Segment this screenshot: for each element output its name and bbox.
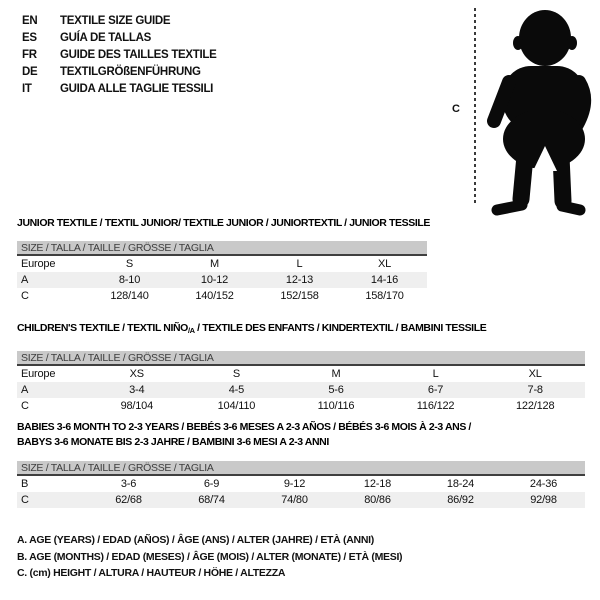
size-cell: 3-4 xyxy=(87,382,187,398)
size-cell: 140/152 xyxy=(195,290,234,302)
language-title: GUIDE DES TAILLES TEXTILE xyxy=(60,49,217,61)
size-cell: 14-16 xyxy=(342,272,427,288)
table-row xyxy=(17,492,585,508)
size-cell: 158/170 xyxy=(365,290,404,302)
note-height-cm: C. (cm) HEIGHT / ALTURA / HAUTEUR / HÖHE / ALTEZZA xyxy=(17,567,286,579)
size-cell: L xyxy=(296,258,303,270)
table-row xyxy=(17,256,427,272)
language-title: GUIDA ALLE TAGLIE TESSILI xyxy=(60,83,214,95)
note-age-months: B. AGE (MONTHS) / EDAD (MESES) / ÂGE (MOIS) / ALTER (MONATE) / ETÀ (MESI) xyxy=(17,550,403,563)
heading-line1: BABIES 3-6 MONTH TO 2-3 YEARS / BEBÉS 3-6 MESES A 2-3 AÑOS / BÉBÉS 3-6 MOIS À 2-3 ANS / xyxy=(17,421,471,433)
size-cell: 110/116 xyxy=(317,400,355,412)
size-cell: 68/74 xyxy=(170,492,253,508)
language-title-list xyxy=(22,13,217,98)
baby-silhouette-icon xyxy=(487,4,600,216)
size-cell: 92/98 xyxy=(502,492,585,508)
language-code: DE xyxy=(22,66,38,78)
size-cell: 122/128 xyxy=(516,400,555,412)
language-title: TEXTILGRÖßENFÜHRUNG xyxy=(60,66,201,78)
table-row xyxy=(17,288,427,304)
language-row xyxy=(22,81,217,98)
heading-text: / TEXTILE DES ENFANTS / KINDERTEXTIL / BAMBINI TESSILE xyxy=(194,322,487,334)
language-row xyxy=(22,64,217,81)
size-cell: M xyxy=(331,368,341,380)
language-title: GUÍA DE TALLAS xyxy=(60,32,151,44)
heading-subscript: /A xyxy=(187,326,195,335)
size-cell: 80/86 xyxy=(336,492,419,508)
size-cell: 128/140 xyxy=(110,290,149,302)
row-label: C xyxy=(21,290,29,302)
row-label: C xyxy=(21,400,29,412)
junior-size-table xyxy=(17,256,427,304)
language-row xyxy=(22,30,217,47)
language-title: TEXTILE SIZE GUIDE xyxy=(60,15,171,27)
language-code: IT xyxy=(22,83,32,95)
babies-size-table xyxy=(17,476,585,508)
row-label: Europe xyxy=(21,368,56,380)
size-cell: 152/158 xyxy=(280,290,319,302)
size-cell: 74/80 xyxy=(253,492,336,508)
table-row xyxy=(17,272,427,288)
size-cell: 5-6 xyxy=(286,382,386,398)
size-cell: 8-10 xyxy=(87,272,172,288)
size-cell: XL xyxy=(377,258,392,270)
size-cell: 12-18 xyxy=(363,478,392,490)
language-row xyxy=(22,47,217,64)
size-cell: 3-6 xyxy=(120,478,137,490)
size-cell: L xyxy=(432,368,439,380)
heading-text: CHILDREN'S TEXTILE / TEXTIL NIÑO xyxy=(17,322,188,334)
size-cell: 104/110 xyxy=(217,400,256,412)
heading-line2: BABYS 3-6 MONATE BIS 2-3 JAHRE / BAMBINI 3-6 MESI A 2-3 ANNI xyxy=(17,436,329,448)
table-row xyxy=(17,398,585,414)
size-cell: 4-5 xyxy=(187,382,287,398)
legend-notes xyxy=(17,532,402,582)
language-code: FR xyxy=(22,49,37,61)
size-cell: 9-12 xyxy=(283,478,306,490)
table-row xyxy=(17,366,585,382)
size-cell: 98/104 xyxy=(120,400,154,412)
language-code: ES xyxy=(22,32,37,44)
section-babies-textile xyxy=(17,420,585,508)
row-label: B xyxy=(21,478,29,490)
size-cell: 86/92 xyxy=(419,492,502,508)
size-cell: 6-9 xyxy=(203,478,220,490)
size-cell: 116/122 xyxy=(416,400,455,412)
row-label: C xyxy=(17,492,87,508)
section-heading: JUNIOR TEXTILE / TEXTIL JUNIOR/ TEXTILE JUNIOR / JUNIORTEXTIL / JUNIOR TESSILE xyxy=(17,217,430,229)
size-header-bar: SIZE / TALLA / TAILLE / GRÖSSE / TAGLIA xyxy=(17,241,427,256)
height-measure-label: C xyxy=(452,103,460,115)
section-heading xyxy=(17,321,585,338)
size-cell: 62/68 xyxy=(87,492,170,508)
size-cell: 6-7 xyxy=(386,382,486,398)
language-code: EN xyxy=(22,15,38,27)
size-cell: 10-12 xyxy=(172,272,257,288)
size-cell: 7-8 xyxy=(485,382,585,398)
language-row xyxy=(22,13,217,30)
size-cell: M xyxy=(210,258,219,270)
size-cell: S xyxy=(125,258,134,270)
row-label: A xyxy=(17,272,87,288)
size-cell: 12-13 xyxy=(257,272,342,288)
size-header-bar: SIZE / TALLA / TAILLE / GRÖSSE / TAGLIA xyxy=(17,351,585,366)
section-children-textile xyxy=(17,321,585,414)
size-header-bar: SIZE / TALLA / TAILLE / GRÖSSE / TAGLIA xyxy=(17,461,585,476)
children-size-table xyxy=(17,366,585,414)
row-label: Europe xyxy=(21,258,56,270)
size-cell: XS xyxy=(129,368,144,380)
table-row xyxy=(17,476,585,492)
size-cell: 18-24 xyxy=(446,478,475,490)
size-cell: 24-36 xyxy=(529,478,558,490)
size-cell: S xyxy=(232,368,240,380)
size-cell: XL xyxy=(528,368,542,380)
note-age-years: A. AGE (YEARS) / EDAD (AÑOS) / ÂGE (ANS) / ALTER (JAHRE) / ETÀ (ANNI) xyxy=(17,534,374,546)
section-heading xyxy=(17,420,585,450)
section-junior-textile xyxy=(17,216,585,304)
height-measure-dashed-line xyxy=(474,8,476,206)
table-row xyxy=(17,382,585,398)
row-label: A xyxy=(17,382,87,398)
